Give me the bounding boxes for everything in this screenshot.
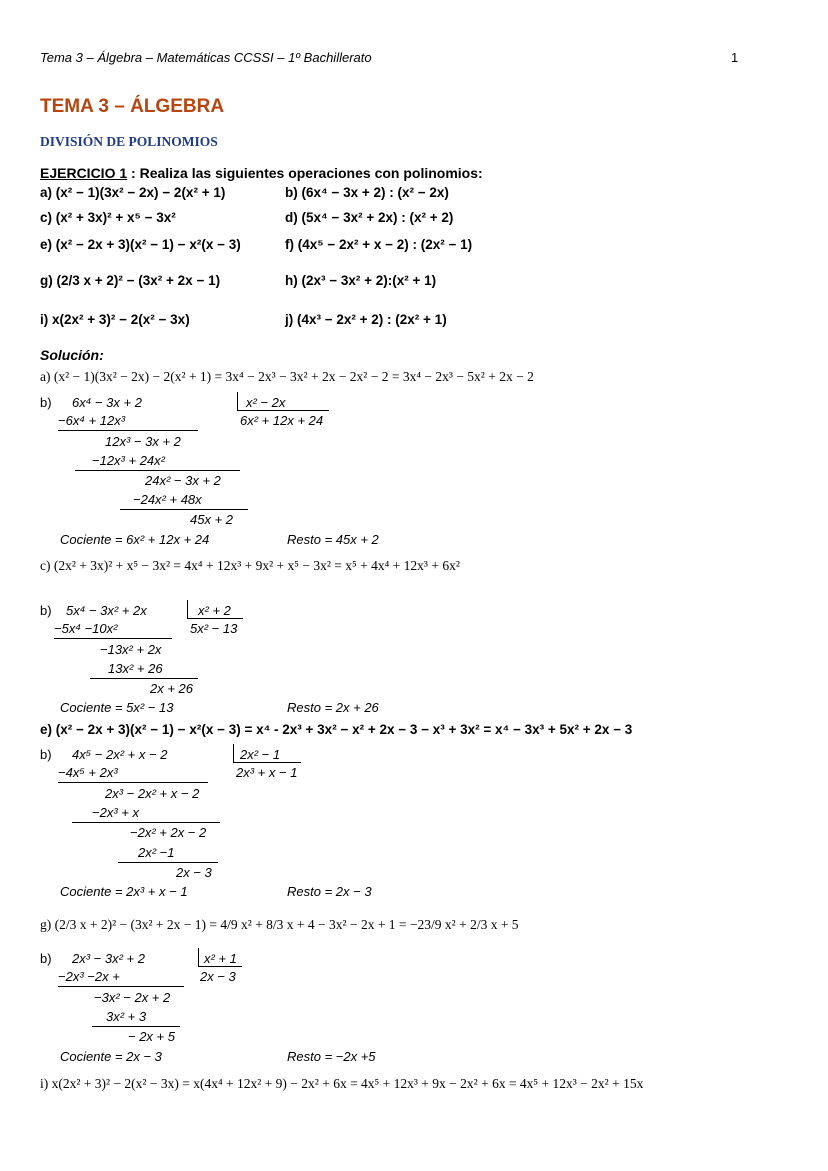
division-b-rule-3 [120,509,248,510]
division-d-step-2: −13x² + 2x [100,642,162,657]
division-b-bracket [237,392,238,410]
division-b-rule-2 [75,470,240,471]
division-f-label: b) [40,747,52,762]
division-h-divisor-rule [198,966,242,967]
division-f-step-2: 2x³ − 2x² + x − 2 [105,786,200,801]
division-f-bracket [233,744,234,762]
division-f-step-4: −2x² + 2x − 2 [130,825,207,840]
division-h-step-3: 3x² + 3 [106,1009,147,1024]
division-d-rule-2 [90,678,198,679]
exercise-item-i: i) x(2x² + 3)² − 2(x² − 3x) [40,312,190,327]
division-f-rule-3 [118,862,218,863]
exercise-item-e: e) (x² − 2x + 3)(x² − 1) − x²(x − 3) [40,237,241,252]
division-f-rule-1 [58,782,208,783]
division-b-dividend: 6x⁴ − 3x + 2 [72,395,142,410]
division-d-divisor: x² + 2 [198,603,231,618]
division-h-label: b) [40,951,52,966]
division-f-step-3: −2x³ + x [92,805,139,820]
division-b-step-4: 24x² − 3x + 2 [145,473,221,488]
page-title: TEMA 3 – ÁLGEBRA [40,96,225,117]
solution-e: e) (x² − 2x + 3)(x² − 1) − x²(x − 3) = x⁴ - 2x³ + 3x² − x² + 2x − 3 − x³ + 3x² = x⁴ − 3x³ + 5x² + 2x − 3 [40,722,633,737]
exercise-label: EJERCICIO 1 [40,165,128,181]
division-b-divisor-rule [237,410,329,411]
division-f-resto: Resto = 2x − 3 [287,884,372,899]
division-b-cociente: Cociente = 6x² + 12x + 24 [60,532,210,547]
exercise-item-c: c) (x² + 3x)² + x⁵ − 3x² [40,210,176,225]
exercise-statement: : Realiza las siguientes operaciones con polinomios: [127,165,483,181]
division-d-step-3: 13x² + 26 [108,661,163,676]
division-f-divisor: 2x² − 1 [240,747,281,762]
division-f-step-1: −4x⁵ + 2x³ [58,765,118,780]
division-d-bracket [187,600,188,618]
division-b-step-3: −12x³ + 24x² [92,453,165,468]
division-f-quotient: 2x³ + x − 1 [236,765,298,780]
solution-label: Solución: [40,347,104,363]
exercise-item-d: d) (5x⁴ − 3x² + 2x) : (x² + 2) [285,210,454,225]
division-d-label: b) [40,603,52,618]
division-h-step-2: −3x² − 2x + 2 [94,990,171,1005]
division-h-quotient: 2x − 3 [200,969,236,984]
division-h-dividend: 2x³ − 3x² + 2 [72,951,145,966]
section-title: DIVISIÓN DE POLINOMIOS [40,134,218,149]
division-f-step-6: 2x − 3 [176,865,212,880]
division-h-cociente: Cociente = 2x − 3 [60,1049,162,1064]
division-h-rule-1 [58,986,184,987]
exercise-item-f: f) (4x⁵ − 2x² + x − 2) : (2x² − 1) [285,237,473,252]
solution-a: a) (x² − 1)(3x² − 2x) − 2(x² + 1) = 3x⁴ − 2x³ − 3x² + 2x − 2x² − 2 = 3x⁴ − 2x³ − 5x² + 2x − 2 [40,369,534,384]
division-b-label: b) [40,395,52,410]
division-h-step-1: −2x³ −2x + [58,969,120,984]
division-b-step-2: 12x³ − 3x + 2 [105,434,181,449]
exercise-item-b: b) (6x⁴ − 3x + 2) : (x² − 2x) [285,185,449,200]
division-b-rule-1 [58,430,198,431]
division-d-divisor-rule [187,618,243,619]
division-d-resto: Resto = 2x + 26 [287,700,379,715]
division-b-step-1: −6x⁴ + 12x³ [58,413,126,428]
solution-i: i) x(2x² + 3)² − 2(x² − 3x) = x(4x⁴ + 12x² + 9) − 2x² + 6x = 4x⁵ + 12x³ + 9x − 2x² + 6x = 4x⁵ + 12x³ − 2x² + 15x [40,1076,644,1091]
division-d-step-4: 2x + 26 [150,681,194,696]
solution-c: c) (2x² + 3x)² + x⁵ − 3x² = 4x⁴ + 12x³ + 9x² + x⁵ − 3x² = x⁵ + 4x⁴ + 12x³ + 6x² [40,558,460,573]
division-f-rule-2 [72,822,220,823]
division-h-rule-2 [92,1026,180,1027]
running-header: Tema 3 – Álgebra – Matemáticas CCSSI – 1º Bachillerato [40,50,372,65]
exercise-item-g: g) (2/3 x + 2)² − (3x² + 2x − 1) [40,273,221,288]
exercise-heading [40,165,483,181]
division-h-bracket [198,948,199,966]
division-h-step-4: − 2x + 5 [128,1029,175,1044]
exercise-item-a: a) (x² − 1)(3x² − 2x) − 2(x² + 1) [40,185,226,200]
division-f-step-5: 2x² −1 [138,845,175,860]
division-d-cociente: Cociente = 5x² − 13 [60,700,174,715]
division-f-cociente: Cociente = 2x³ + x − 1 [60,884,188,899]
solution-g: g) (2/3 x + 2)² − (3x² + 2x − 1) = 4/9 x² + 8/3 x + 4 − 3x² − 2x + 1 = −23/9 x² + 2/3 x + 5 [40,917,519,932]
division-h-divisor: x² + 1 [204,951,237,966]
division-b-step-5: −24x² + 48x [133,492,202,507]
division-b-resto: Resto = 45x + 2 [287,532,379,547]
page-number: 1 [731,50,739,65]
division-d-rule-1 [54,638,172,639]
division-h-resto: Resto = −2x +5 [287,1049,376,1064]
division-d-quotient: 5x² − 13 [190,621,238,636]
division-f-dividend: 4x⁵ − 2x² + x − 2 [72,747,168,762]
division-d-step-1: −5x⁴ −10x² [54,621,118,636]
division-f-divisor-rule [233,762,301,763]
exercise-item-j: j) (4x³ − 2x² + 2) : (2x² + 1) [285,312,447,327]
division-d-dividend: 5x⁴ − 3x² + 2x [66,603,147,618]
division-b-divisor: x² − 2x [246,395,286,410]
division-b-quotient: 6x² + 12x + 24 [240,413,324,428]
division-b-step-6: 45x + 2 [190,512,234,527]
exercise-item-h: h) (2x³ − 3x² + 2):(x² + 1) [285,273,437,288]
